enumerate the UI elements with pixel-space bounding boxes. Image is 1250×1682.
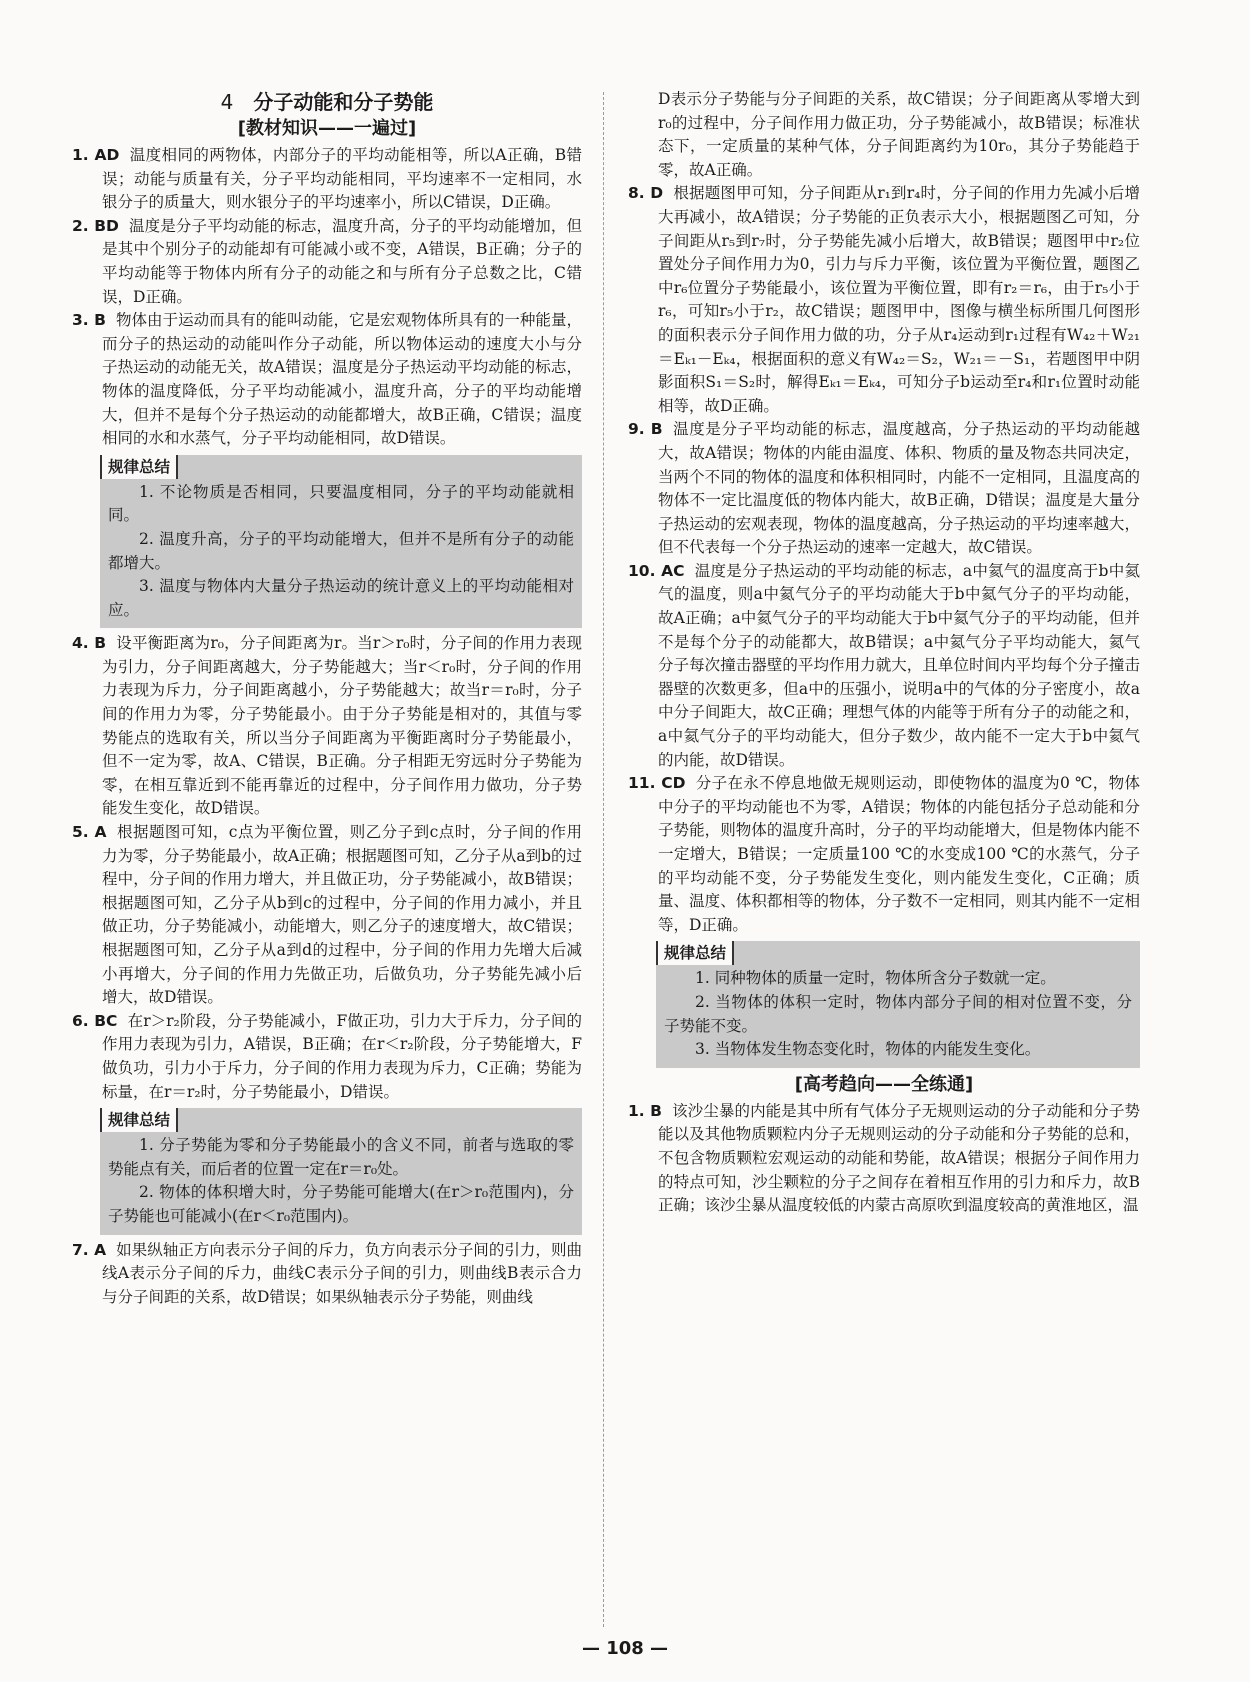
column-divider (603, 92, 604, 1627)
left-column (72, 88, 582, 1309)
section-heading-2: [高考趋向——全练通] (794, 1073, 974, 1095)
lesson-title: 4 分子动能和分子势能 (220, 90, 434, 114)
summary-box-2: 规律总结 1. 分子势能为零和分子势能最小的含义不同，前者与选取的零势能点有关，而后者的位置一定在r＝r₀处。 2. 物体的体积增大时，分子势能可能增大(在r＞r₀范围内)，分子势能也可能减小(在r＜r₀范围内)。 (100, 1108, 582, 1234)
summary-box-3: 规律总结 1. 同种物体的质量一定时，物体所含分子数就一定。 2. 当物体的体积一定时，物体内部分子间的相对位置不变，分子势能不变。 3. 当物体发生物态变化时，物体的内能发生变化。 (656, 941, 1140, 1067)
answer-7: 7. A 如果纵轴正方向表示分子间的斥力，负方向表示分子间的引力，则曲线A表示分子间的斥力，曲线C表示分子间的引力，则曲线B表示合力与分子间距的关系，故D错误；如果纵轴表示分子势能，则曲线 (72, 1240, 582, 1306)
answer-8: 8. D 根据题图甲可知，分子间距从r₁到r₄时，分子间的作用力先减小后增大再减小，故A错误；分子势能的正负表示大小，根据题图乙可知，分子间距从r₅到r₇时，分子势能先减小后增大，故B错误；题图甲中r₂位置处分子间作用力为0，引力与斥力平衡，该位置为平衡位置，题图乙中r₆位置分子势能最小，该位置为平衡位置，即有r₂＝r₆，由于r₅小于r₆，可知r₅小于r₂，故C错误；题图甲中，图像与横坐标所围几何图形的面积表示分子间作用力做的功，分子从r₄运动到r₁过程有W₄₂＋W₂₁＝Eₖ₁－Eₖ₄，根据面积的意义有W₄₂＝S₂，W₂₁＝－S₁，若题图甲中阴影面积S₁＝S₂时，解得Eₖ₁＝Eₖ₄，可知分子b运动至r₄和r₁位置时动能相等，故D正确。 (628, 184, 1140, 415)
page-number: — 108 — (581, 1638, 669, 1659)
answer-10: 10. AC 温度是分子热运动的平均动能的标志，a中氦气的温度高于b中氦气的温度，则a中氦气分子的平均动能大于b中氦气分子的平均动能，故A正确；a中氦气分子的平均动能大于b中氦气分子的平均动能，但并不是每个分子的动能都大，故B错误；a中氦气分子平均动能大，氦气分子每次撞击器壁的平均作用力就大，且单位时间内平均每个分子撞击器壁的次数更多，但a中的压强小，说明a中的气体的分子密度小，故a中分子间距大，故C正确；理想气体的内能等于所有分子的动能之和，a中氦气分子的平均动能大，但分子数少，故内能不一定大于b中氦气的内能，故D错误。 (628, 561, 1140, 769)
answer-6: 6. BC 在r＞r₂阶段，分子势能减小，F做正功，引力大于斥力，分子间的作用力表现为引力，A错误，B正确；在r＜r₂阶段，分子势能增大，F做负功，引力小于斥力，分子间的作用力表现为斥力，C正确；势能为标量，在r＝r₂时，分子势能最小，D错误。 (72, 1011, 582, 1101)
summary-title: 规律总结 (100, 1108, 178, 1132)
lesson-title-text: 分子动能和分子势能 (253, 90, 434, 114)
answer-2: 2. BD 温度是分子平均动能的标志，温度升高，分子的平均动能增加，但是其中个别分子的动能却有可能减小或不变，A错误，B正确；分子的平均动能等于物体内所有分子的动能之和与所有分子总数之比，C错误，D正确。 (72, 216, 582, 306)
answer-3: 3. B 物体由于运动而具有的能叫动能，它是宏观物体所具有的一种能量，而分子的热运动的动能叫作分子动能，所以物体运动的速度大小与分子热运动的动能无关，故A错误；温度是分子热运动平均动能的标志，物体的温度降低，分子平均动能减小，温度升高，分子的平均动能增大，但并不是每个分子热运动的动能都增大，故B正确，C错误；温度相同的水和水蒸气，分子平均动能相同，故D错误。 (72, 311, 582, 448)
answer-5: 5. A 根据题图可知，c点为平衡位置，则乙分子到c点时，分子间的作用力为零，分子势能最小，故A正确；根据题图可知，乙分子从a到b的过程中，分子间的作用力增大，并且做正功，分子势能减小，故B错误；根据题图可知，乙分子从b到c的过程中，分子间的作用力减小，并且做正功，分子势能减小，动能增大，则乙分子的速度增大，故C错误；根据题图可知，乙分子从a到d的过程中，分子间的作用力先增大后减小再增大，分子间的作用力先做正功，后做负功，分子势能先减小后增大，故D错误。 (72, 823, 582, 1007)
answer-1: 1. AD 温度相同的两物体，内部分子的平均动能相等，所以A正确，B错误；动能与质量有关，分子平均动能相同，平均速率不一定相同，水银分子的质量大，则水银分子的平均速率小，所以C错误，D正确。 (72, 146, 582, 212)
exam-answer-1: 1. B 该沙尘暴的内能是其中所有气体分子无规则运动的分子动能和分子势能以及其他物质颗粒内分子无规则运动的分子动能和分子势能的总和，不包含物质颗粒宏观运动的动能和势能，故A错误；根据分子间作用力的特点可知，沙尘颗粒的分子之间存在着相互作用的引力和斥力，故B正确；该沙尘暴从温度较低的内蒙古高原吹到温度较高的黄淮地区，温 (628, 1101, 1140, 1215)
summary-title: 规律总结 (100, 455, 178, 479)
answer-4: 4. B 设平衡距离为r₀，分子间距离为r。当r＞r₀时，分子间的作用力表现为引力，分子间距离越大，分子势能越大；当r＜r₀时，分子间的作用力表现为斥力，分子间距离越小，分子势能越大；故当r＝r₀时，分子间的作用力为零，分子势能最小。由于分子势能是相对的，其值与零势能点的选取有关，所以当分子间距离为平衡距离时分子势能最小，但不一定为零，故A、C错误，B正确。分子相距无穷远时分子势能为零，在相互靠近到不能再靠近的过程中，分子间作用力做功，分子势能发生变化，故D错误。 (72, 634, 582, 818)
summary-box-1: 规律总结 1. 不论物质是否相同，只要温度相同，分子的平均动能就相同。 2. 温度升高，分子的平均动能增大，但并不是所有分子的动能都增大。 3. 温度与物体内大量分子热运动的统计意义上的平均动能相对应。 (100, 455, 582, 629)
answer-7-continued: D表示分子势能与分子间距的关系，故C错误；分子间距离从零增大到r₀的过程中，分子间作用力做正功，分子势能减小，故B错误；标准状态下，一定质量的某种气体，分子间距离约为10r₀，其分子势能趋于零，故A正确。 (658, 90, 1140, 179)
summary-title: 规律总结 (656, 941, 734, 965)
answer-11: 11. CD 分子在永不停息地做无规则运动，即使物体的温度为0 ℃，物体中分子的平均动能也不为零，A错误；物体的内能包括分子总动能和分子势能，则物体的温度升高时，分子的平均动能增大，但是物体内能不一定增大，B错误；一定质量100 ℃的水变成100 ℃的水蒸气，分子的平均动能不变，分子势能发生变化，则内能发生变化，C正确；质量、温度、体积都相等的物体，分子数不一定相同，则其内能不一定相等，D正确。 (628, 774, 1140, 934)
right-column (628, 88, 1140, 1218)
answer-9: 9. B 温度是分子平均动能的标志，温度越高，分子热运动的平均动能越大，故A错误；物体的内能由温度、体积、物质的量及物态共同决定，当两个不同的物体的温度和体积相同时，内能不一定相同，且温度高的物体不一定比温度低的物体内能大，故B正确，D错误；温度是大量分子热运动的宏观表现，物体的温度越高，分子热运动的平均速率越大，但不代表每一个分子热运动的速率一定越大，故C错误。 (628, 420, 1140, 557)
section-heading-1: [教材知识——一遍过] (237, 118, 417, 139)
